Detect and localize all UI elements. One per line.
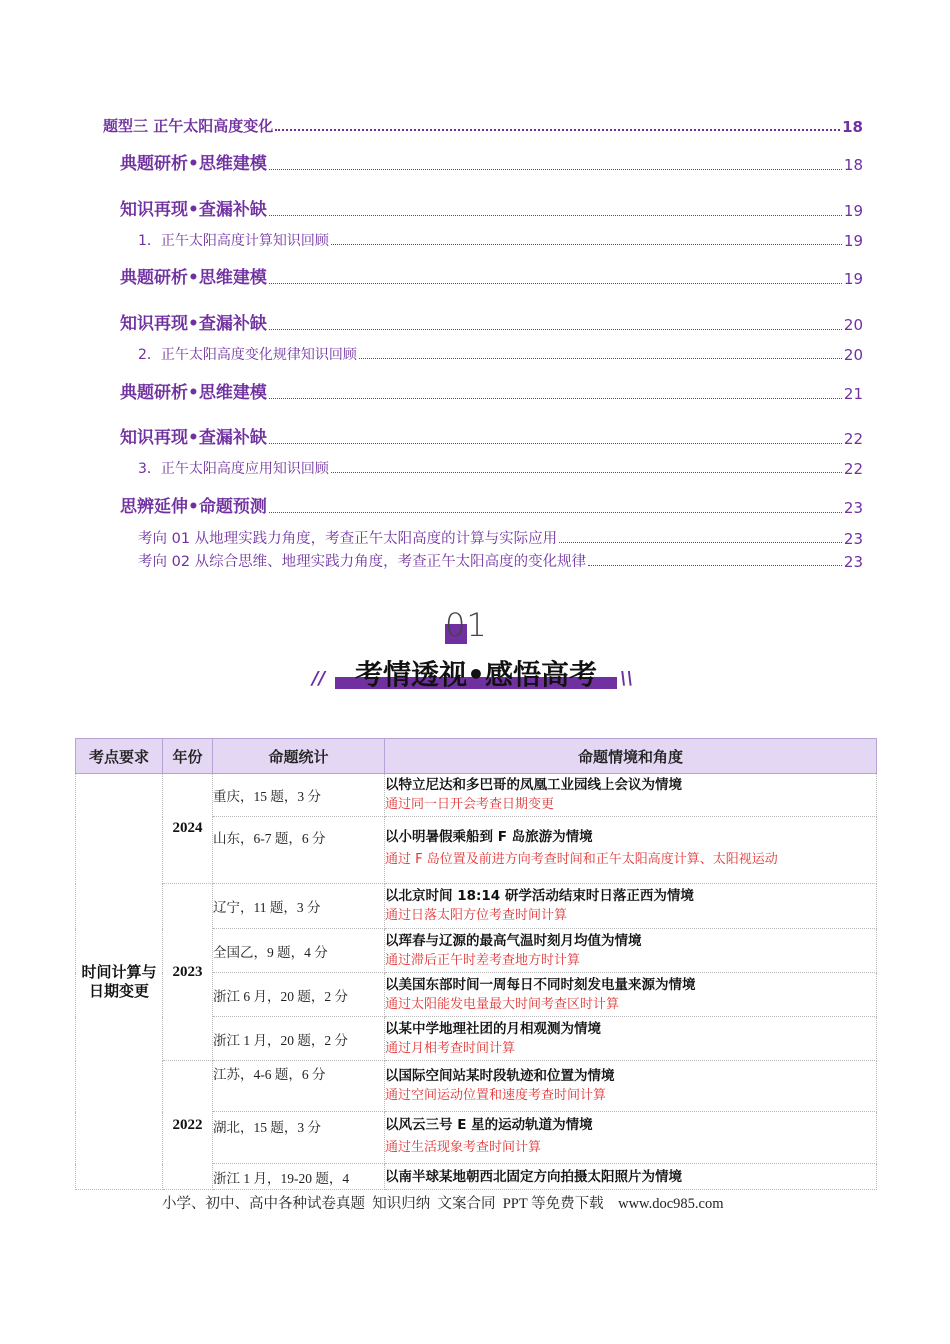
context-sub: 通过日落太阳方位考查时间计算 xyxy=(385,908,568,923)
toc-leader xyxy=(588,564,842,566)
toc-leader xyxy=(331,471,842,473)
header-context: 命题情境和角度 xyxy=(385,739,877,774)
header-requirement: 考点要求 xyxy=(76,739,163,774)
stat-cell: 浙江 1 月，19-20 题，4 xyxy=(213,1164,385,1190)
toc-page: 19 xyxy=(843,202,863,220)
toc-entry[interactable] xyxy=(138,550,863,571)
toc-entry[interactable] xyxy=(120,309,863,334)
toc-leader xyxy=(331,243,842,245)
toc-leader xyxy=(559,541,842,543)
section-title: 考情透视•感悟高考 xyxy=(355,658,597,691)
toc-entry[interactable] xyxy=(120,378,863,403)
context-cell xyxy=(385,1061,877,1112)
context-cell xyxy=(385,1164,877,1190)
header-statistics: 命题统计 xyxy=(213,739,385,774)
year-cell: 2022 xyxy=(163,1061,213,1190)
year-cell: 2023 xyxy=(163,884,213,1061)
toc-label: 3．正午太阳高度应用知识回顾 xyxy=(138,461,329,477)
context-main: 以美国东部时间一周每日不同时刻发电量来源为情境 xyxy=(385,976,696,993)
toc-leader xyxy=(269,168,842,170)
toc-leader xyxy=(269,282,842,284)
toc-label: 题型三 正午太阳高度变化 xyxy=(103,117,274,135)
toc-leader xyxy=(359,357,842,359)
toc-leader xyxy=(269,214,842,216)
context-sub: 通过生活现象考查时间计算 xyxy=(385,1139,542,1155)
context-sub: 通过太阳能发电量最大时间考查区时计算 xyxy=(385,996,620,1012)
left-slash-decoration: // xyxy=(312,668,326,689)
context-main: 以小明暑假乘船到 F 岛旅游为情境 xyxy=(385,829,593,845)
toc-page: 23 xyxy=(843,553,863,571)
toc-page: 20 xyxy=(843,346,863,364)
context-cell xyxy=(385,884,877,929)
section-number: 01 xyxy=(445,606,488,644)
toc-leader xyxy=(269,511,842,513)
year-cell: 2024 xyxy=(163,774,213,884)
header-year: 年份 xyxy=(163,739,213,774)
toc-page: 18 xyxy=(842,118,863,136)
context-main: 以南半球某地朝西北固定方向拍摄太阳照片为情境 xyxy=(385,1168,682,1185)
toc-leader xyxy=(269,328,842,330)
toc-page: 20 xyxy=(843,316,863,334)
context-cell xyxy=(385,1017,877,1061)
toc-entry[interactable] xyxy=(120,149,863,174)
topic-cell: 时间计算与日期变更 xyxy=(76,774,163,1190)
page-footer: 小学、初中、高中各种试卷真题 知识归纳 文案合同 PPT 等免费下载 www.doc985.com xyxy=(162,1196,724,1212)
toc-leader xyxy=(275,128,840,131)
stat-cell: 全国乙，9 题，4 分 xyxy=(213,929,385,973)
toc-entry[interactable] xyxy=(120,423,863,448)
context-main: 以北京时间 18:14 研学活动结束时日落正西为情境 xyxy=(385,888,694,904)
stat-cell: 辽宁，11 题，3 分 xyxy=(213,884,385,929)
stat-cell: 江苏，4-6 题，6 分 xyxy=(213,1061,385,1112)
toc-label: 知识再现•查漏补缺 xyxy=(120,428,267,448)
stat-cell: 重庆，15 题，3 分 xyxy=(213,774,385,817)
context-cell xyxy=(385,817,877,884)
toc-label: 考向 01 从地理实践力角度，考查正午太阳高度的计算与实际应用 xyxy=(138,531,558,547)
toc-page: 19 xyxy=(843,232,863,250)
context-cell xyxy=(385,973,877,1017)
toc-leader xyxy=(269,397,842,399)
toc-entry[interactable] xyxy=(120,263,863,288)
stat-cell: 浙江 1 月，20 题，2 分 xyxy=(213,1017,385,1061)
toc-entry[interactable] xyxy=(138,344,863,364)
context-main: 以特立尼达和多巴哥的凤凰工业园线上会议为情境 xyxy=(385,777,682,793)
stat-cell: 浙江 6 月，20 题，2 分 xyxy=(213,973,385,1017)
table-row xyxy=(76,774,877,817)
toc-page: 18 xyxy=(843,156,863,174)
context-main: 以国际空间站某时段轨迹和位置为情境 xyxy=(385,1068,615,1084)
toc-entry[interactable] xyxy=(138,458,863,478)
context-sub: 通过滞后正午时差考查地方时计算 xyxy=(385,952,581,968)
toc-page: 23 xyxy=(843,499,863,517)
toc-page: 21 xyxy=(843,385,863,403)
toc-label: 知识再现•查漏补缺 xyxy=(120,200,267,220)
context-cell xyxy=(385,929,877,973)
table-row xyxy=(76,1061,877,1112)
toc-entry[interactable] xyxy=(120,492,863,517)
context-main: 以风云三号 E 星的运动轨道为情境 xyxy=(385,1116,593,1133)
toc-label: 典题研析•思维建模 xyxy=(120,383,267,403)
table-row xyxy=(76,884,877,929)
toc-entry[interactable] xyxy=(120,195,863,220)
exam-analysis-table xyxy=(75,738,877,1190)
toc-page: 22 xyxy=(843,430,863,448)
toc-leader xyxy=(269,442,842,444)
context-main: 以某中学地理社团的月相观测为情境 xyxy=(385,1020,601,1037)
context-main: 以珲春与辽源的最高气温时刻月均值为情境 xyxy=(385,932,642,949)
context-cell xyxy=(385,1112,877,1164)
right-slash-decoration: \\ xyxy=(620,668,634,689)
context-sub: 通过 F 岛位置及前进方向考查时间和正午太阳高度计算、太阳视运动 xyxy=(385,852,778,867)
context-cell xyxy=(385,774,877,817)
toc-page: 19 xyxy=(843,270,863,288)
toc-entry[interactable] xyxy=(138,527,863,548)
toc-label: 考向 02 从综合思维、地理实践力角度，考查正午太阳高度的变化规律 xyxy=(138,554,587,570)
context-sub: 通过月相考查时间计算 xyxy=(385,1040,516,1056)
table-header-row xyxy=(76,739,877,774)
toc-label: 知识再现•查漏补缺 xyxy=(120,314,267,334)
toc-label: 2．正午太阳高度变化规律知识回顾 xyxy=(138,347,357,363)
toc-label: 典题研析•思维建模 xyxy=(120,268,267,288)
stat-cell: 山东，6-7 题，6 分 xyxy=(213,817,385,884)
toc-label: 思辨延伸•命题预测 xyxy=(120,497,267,517)
toc-page: 22 xyxy=(843,460,863,478)
context-sub: 通过同一日开会考查日期变更 xyxy=(385,797,555,812)
stat-cell: 湖北，15 题，3 分 xyxy=(213,1112,385,1164)
toc-entry[interactable] xyxy=(103,115,863,136)
toc-label: 1．正午太阳高度计算知识回顾 xyxy=(138,233,329,249)
toc-label: 典题研析•思维建模 xyxy=(120,154,267,174)
toc-page: 23 xyxy=(843,530,863,548)
context-sub: 通过空间运动位置和速度考查时间计算 xyxy=(385,1088,607,1103)
toc-entry[interactable] xyxy=(138,230,863,250)
